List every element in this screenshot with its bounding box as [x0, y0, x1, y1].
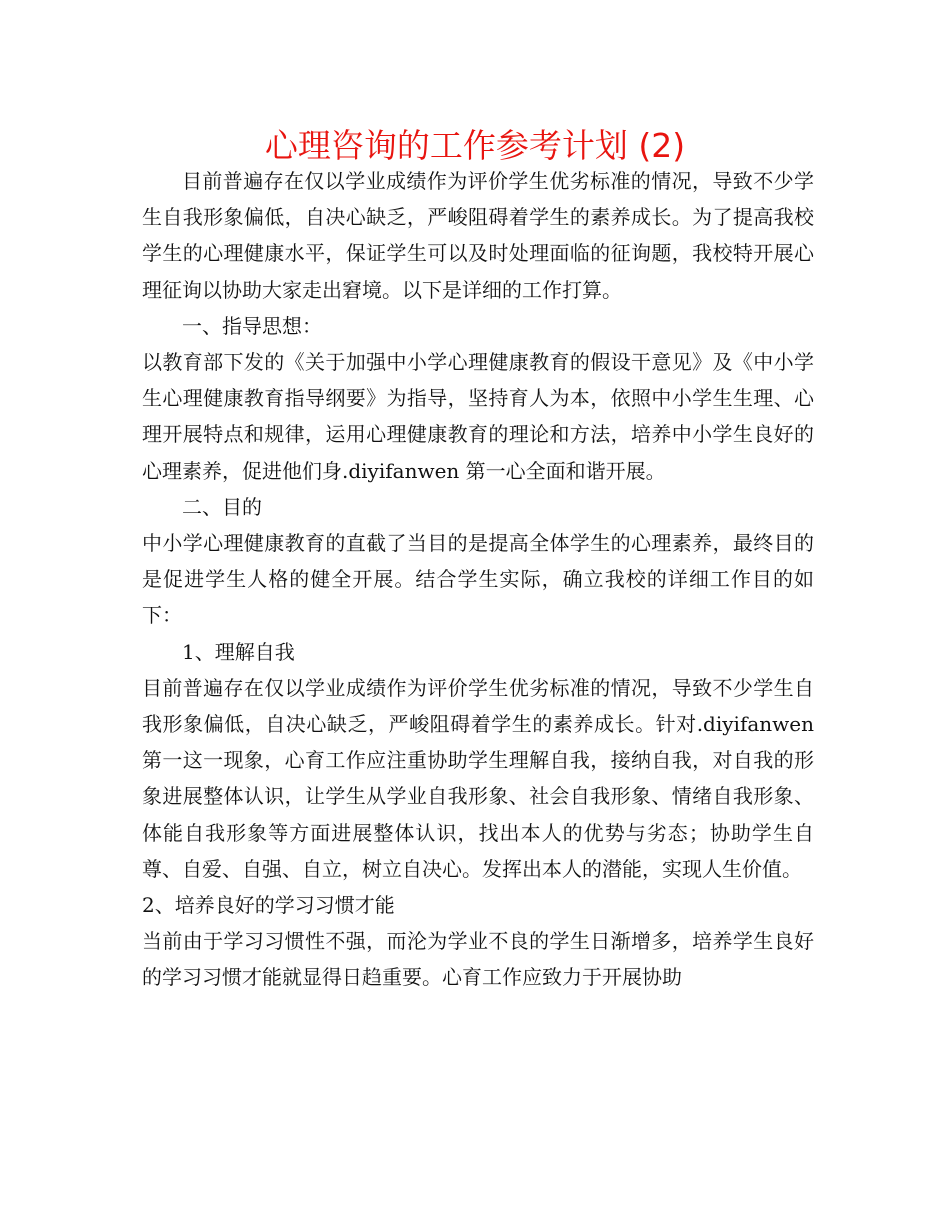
intro-paragraph: 目前普遍存在仅以学业成绩作为评价学生优劣标准的情况，导致不少学生自我形象偏低，自决心缺乏，严峻阻碍着学生的素养成长。为了提高我校学生的心理健康水平，保证学生可以及时处理面临的征询题，我校特开展心理征询以协助大家走出窘境。以下是详细的工作打算。 — [142, 169, 814, 302]
document-body — [142, 163, 814, 996]
study-habits-paragraph: 当前由于学习习惯性不强，而沦为学业不良的学生日渐增多，培养学生良好的学习习惯才能就显得日趋重要。心育工作应致力于开展协助 — [142, 929, 814, 990]
subheading-understand-self: 1、理解自我 — [182, 639, 295, 664]
section-heading-guiding-thought: 一、指导思想： — [182, 313, 322, 338]
understand-self-paragraph: 目前普遍存在仅以学业成绩作为评价学生优劣标准的情况，导致不少学生自我形象偏低，自决心缺乏，严峻阻碍着学生的素养成长。针对.diyifanwen 第一这一现象，心育工作应注重协助学生理解自我，接纳自我，对自我的形象进展整体认识，让学生从学业自我形象、社会自我形象、情绪自我形象、体能自我形象等方面进展整体认识，找出本人的优势与劣态；协助学生自尊、自爱、自强、自立，树立自决心。发挥出本人的潜能，实现人生价值。 — [142, 675, 814, 881]
purpose-paragraph: 中小学心理健康教育的直截了当目的是提高全体学生的心理素养，最终目的是促进学生人格的健全开展。结合学生实际，确立我校的详细工作目的如下： — [142, 531, 814, 628]
section-heading-purpose: 二、目的 — [182, 494, 262, 519]
subheading-study-habits: 2、培养良好的学习习惯才能 — [142, 893, 395, 918]
document-title: 心理咨询的工作参考计划 (2) — [264, 126, 686, 165]
guiding-thought-paragraph: 以教育部下发的《关于加强中小学心理健康教育的假设干意见》及《中小学生心理健康教育指导纲要》为指导，坚持育人为本，依照中小学生生理、心理开展特点和规律，运用心理健康教育的理论和方法，培养中小学生良好的心理素养，促进他们身.diyifanwen 第一心全面和谐开展。 — [142, 350, 814, 483]
